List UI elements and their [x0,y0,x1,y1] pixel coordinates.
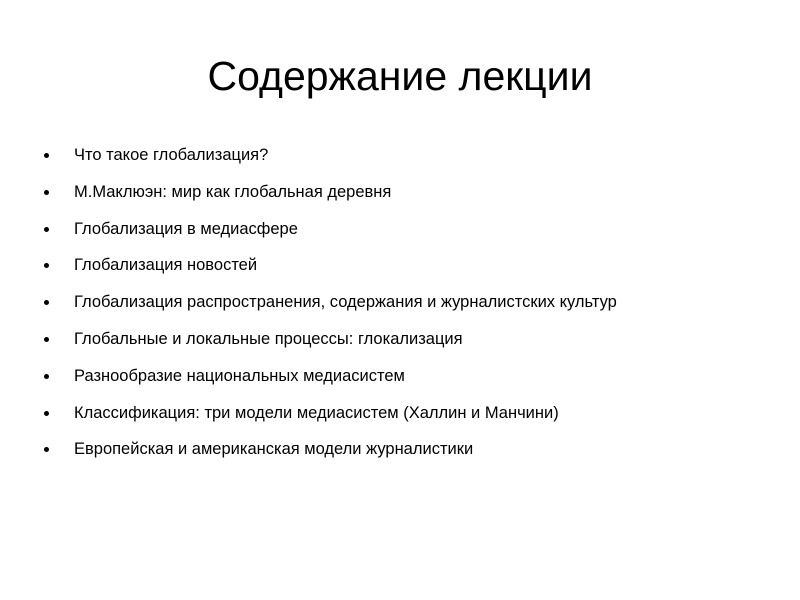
list-item [44,435,764,472]
list-item [44,362,764,399]
list-item [44,178,764,215]
list-item-text: Что такое глобализация? [74,146,269,164]
bullet-list [44,141,764,472]
list-item-text: Европейская и американская модели журналистики [74,440,474,459]
bullet-dot-icon [44,153,49,158]
list-item [44,399,764,436]
list-item-text: Глобальные и локальные процессы: глокализация [74,329,463,348]
bullet-dot-icon [44,263,49,268]
bullet-dot-icon [44,337,49,342]
list-item-text: Глобализация новостей [74,256,258,275]
list-item [44,288,764,325]
bullet-dot-icon [44,374,49,379]
bullet-dot-icon [44,411,49,416]
list-item [44,215,764,252]
list-item-text: М.Маклюэн: мир как глобальная деревня [74,182,392,201]
list-item-text: Глобализация в медиасфере [74,219,298,238]
list-item [44,325,764,362]
list-item-text: Классификация: три модели медиасистем (Халлин и Манчини) [74,403,559,422]
slide-title: Содержание лекции [207,53,593,99]
list-item-text: Глобализация распространения, содержания и журналистских культур [74,293,617,312]
bullet-dot-icon [44,227,49,232]
bullet-dot-icon [44,447,49,452]
list-item [44,141,764,178]
bullet-dot-icon [44,190,49,195]
list-item [44,251,764,288]
list-item-text: Разнообразие национальных медиасистем [74,366,405,385]
bullet-dot-icon [44,300,49,305]
